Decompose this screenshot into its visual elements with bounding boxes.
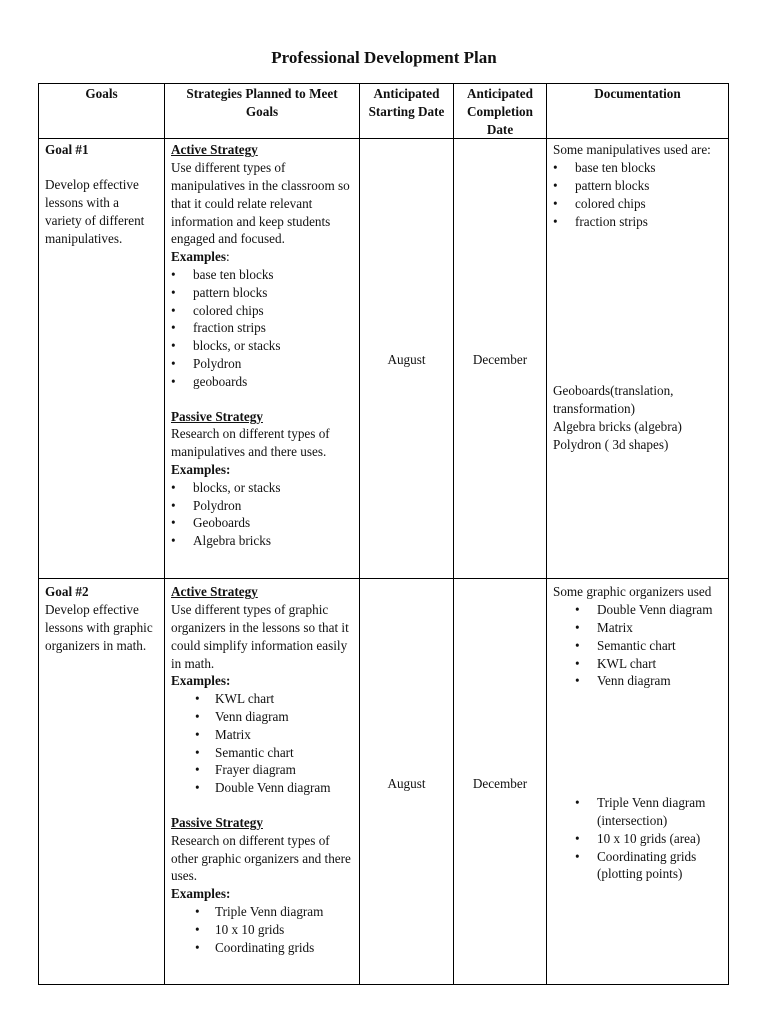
goal-1-row [39, 139, 729, 579]
examples-label: Examples: [171, 461, 231, 477]
passive-strategy-heading: Passive Strategy [171, 814, 263, 830]
goal-1-label: Goal #1 [45, 142, 89, 158]
goal-2-strategies [165, 579, 360, 985]
passive-strategy-text: Research on different types of other graphic organizers and there uses. [171, 832, 351, 884]
examples-label: Examples: [171, 249, 230, 265]
list-item: • Venn diagram [553, 672, 722, 690]
header-completion-date: Anticipated Completion Date [454, 84, 547, 139]
goal-2-description: Develop effective lessons with graphic organizers in math. [45, 602, 153, 653]
list-item: • KWL chart [171, 690, 353, 708]
passive-strategy-text: Research on different types of manipulatives and there uses. [171, 426, 330, 460]
list-item: • base ten blocks [553, 159, 722, 177]
goal-2-label: Goal #2 [45, 584, 89, 600]
list-item: • Semantic chart [171, 744, 353, 762]
examples-label: Examples: [171, 886, 231, 902]
list-item: • Venn diagram [171, 708, 353, 726]
list-item: • fraction strips [171, 319, 353, 337]
list-item: • 10 x 10 grids (area) [553, 830, 722, 848]
list-item: • Matrix [553, 619, 722, 637]
header-row [39, 84, 729, 139]
list-item: • base ten blocks [171, 266, 353, 284]
doc-list-2 [553, 794, 722, 883]
page-title: Professional Development Plan [271, 48, 497, 67]
goal-2-start-date: August [360, 579, 454, 985]
doc-intro: Some graphic organizers used [553, 584, 712, 600]
passive-strategy-heading: Passive Strategy [171, 408, 263, 424]
doc-extra-line: Algebra bricks (algebra) [553, 418, 682, 434]
active-strategy-text: Use different types of graphic organizers in the lessons so that it could simplify information easily in math. [171, 602, 349, 671]
list-item: • KWL chart [553, 655, 722, 673]
list-item: • Triple Venn diagram [171, 903, 353, 921]
goal-1-start-date: August [360, 139, 454, 579]
active-examples-list [171, 266, 353, 391]
list-item: • fraction strips [553, 213, 722, 231]
passive-examples-list [171, 903, 353, 956]
passive-examples-list [171, 479, 353, 550]
goal-1-documentation [547, 139, 729, 579]
doc-list [553, 601, 722, 690]
list-item: • pattern blocks [553, 177, 722, 195]
goal-2-documentation [547, 579, 729, 985]
active-examples-list [171, 690, 353, 797]
list-item: • Geoboards [171, 514, 353, 532]
doc-extra-line: Polydron ( 3d shapes) [553, 436, 669, 452]
goal-2-completion-date: December [454, 579, 547, 985]
goal-2-cell [39, 579, 165, 985]
doc-intro: Some manipulatives used are: [553, 142, 711, 158]
list-item: • Frayer diagram [171, 761, 353, 779]
list-item: • Coordinating grids (plotting points) [553, 848, 722, 884]
active-strategy-heading: Active Strategy [171, 142, 258, 158]
goal-1-cell [39, 139, 165, 579]
doc-list [553, 159, 722, 230]
list-item: • Algebra bricks [171, 532, 353, 550]
list-item: • colored chips [553, 195, 722, 213]
list-item: • Matrix [171, 726, 353, 744]
list-item: • Double Venn diagram [553, 601, 722, 619]
active-strategy-heading: Active Strategy [171, 584, 258, 600]
header-goals: Goals [39, 84, 165, 139]
list-item: • 10 x 10 grids [171, 921, 353, 939]
list-item: • colored chips [171, 302, 353, 320]
list-item: • blocks, or stacks [171, 337, 353, 355]
goal-1-description: Develop effective lessons with a variety of different manipulatives. [45, 177, 145, 246]
list-item: • Triple Venn diagram (intersection) [553, 794, 722, 830]
examples-label: Examples: [171, 673, 231, 689]
list-item: • Polydron [171, 497, 353, 515]
goal-1-strategies [165, 139, 360, 579]
header-documentation: Documentation [547, 84, 729, 139]
header-strategies: Strategies Planned to Meet Goals [165, 84, 360, 139]
goal-2-row [39, 579, 729, 985]
list-item: • Double Venn diagram [171, 779, 353, 797]
active-strategy-text: Use different types of manipulatives in the classroom so that it could relate relevant information and keep students engaged and focused. [171, 160, 350, 247]
header-start-date: Anticipated Starting Date [360, 84, 454, 139]
list-item: • pattern blocks [171, 284, 353, 302]
list-item: • Semantic chart [553, 637, 722, 655]
goal-1-completion-date: December [454, 139, 547, 579]
doc-extra-line: Geoboards(translation, transformation) [553, 383, 674, 417]
list-item: • Polydron [171, 355, 353, 373]
list-item: • Coordinating grids [171, 939, 353, 957]
list-item: • geoboards [171, 373, 353, 391]
plan-table [38, 83, 729, 985]
list-item: • blocks, or stacks [171, 479, 353, 497]
